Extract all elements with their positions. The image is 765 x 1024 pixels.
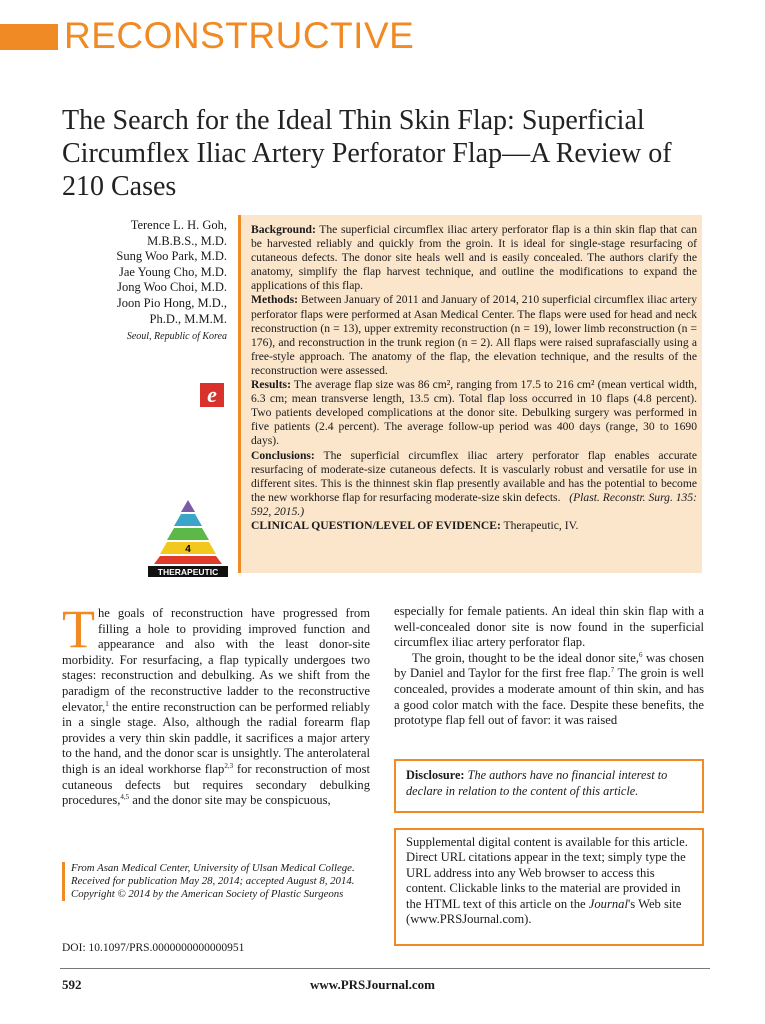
methods-label: Methods: bbox=[251, 293, 299, 307]
ref-link[interactable]: 1 bbox=[105, 699, 109, 708]
footer-divider bbox=[60, 968, 710, 969]
drop-cap: T bbox=[62, 599, 95, 659]
results-label: Results: bbox=[251, 378, 291, 392]
citation: (Plast. Reconstr. Surg. 135: 592, 2015.) bbox=[251, 490, 698, 518]
author-line: Sung Woo Park, M.D. bbox=[116, 249, 227, 264]
results-text: The average flap size was 86 cm², ranging from 17.5 to 216 cm² (mean vertical width, 6.3 cm; mean transverse length, 13.5 cm). Total flap loss occurred in 10 flaps (4.8 percent). Two patients developed complications at the donor site. Debulking surgery was performed in five patients (2.4 percent). The average follow-up period was 400 days (range, 30 to 1690 days). bbox=[251, 378, 697, 448]
footnote-received: Received for publication May 28, 2014; accepted August 8, 2014. bbox=[71, 875, 355, 887]
pyramid-level-3 bbox=[167, 528, 209, 540]
body-paragraph bbox=[394, 651, 704, 729]
e-content-icon[interactable]: e bbox=[200, 383, 224, 407]
footnote-from: From Asan Medical Center, University of Ulsan Medical College. bbox=[71, 862, 355, 874]
supplemental-box bbox=[394, 828, 704, 946]
body-text: the entire reconstruction can be performed reliably in a single stage. Also, although the radial forearm flap provides a very thin skin paddle, it sacrifices a major artery to the hand, and the donor scar is unsightly. The anterolateral thigh is an ideal workhorse flap bbox=[62, 699, 370, 776]
abstract-text bbox=[251, 223, 697, 533]
body-text: and the donor site may be conspicuous, bbox=[129, 793, 331, 808]
supplemental-link[interactable]: 's Web site (www.PRSJournal.com). bbox=[406, 896, 682, 927]
ref-link[interactable]: 6 bbox=[639, 650, 643, 659]
author-line: Joon Pio Hong, M.D., bbox=[116, 295, 227, 310]
ref-link[interactable]: 4,5 bbox=[120, 792, 130, 801]
clinical-text: Therapeutic, IV. bbox=[500, 518, 579, 532]
body-column-1 bbox=[62, 599, 370, 809]
section-header-bar bbox=[0, 24, 58, 50]
abstract-box bbox=[238, 215, 702, 573]
body-text: The groin is well concealed, provides a moderate amount of thin skin, and has a good color match with the face. Despite these benefits, the prototype flap fell out of favor: it was raised bbox=[394, 666, 704, 728]
footnote-copyright: Copyright © 2014 by the American Society of Plastic Surgeons bbox=[71, 888, 344, 900]
clinical-label: CLINICAL QUESTION/LEVEL OF EVIDENCE: bbox=[251, 518, 501, 532]
page-number: 592 bbox=[62, 977, 82, 992]
supplemental-text: Supplemental digital content is available for this article. Direct URL citations appear in the text; simply type the URL address into any Web browser to access this content. Clickable links to the material are provided in the HTML text of this article on the bbox=[406, 835, 688, 911]
journal-website-link[interactable]: www.PRSJournal.com bbox=[310, 977, 435, 992]
article-title: The Search for the Ideal Thin Skin Flap: Superficial Circumflex Iliac Artery Perforator Flap—A Review of 210 Cases bbox=[62, 105, 672, 202]
body-paragraph: especially for female patients. An ideal thin skin flap with a well-concealed donor site is now found in the superficial circumflex iliac artery perforator flap. bbox=[394, 604, 704, 650]
body-text: The groin, thought to be the ideal donor site, bbox=[412, 650, 640, 665]
author-line: Terence L. H. Goh, bbox=[130, 218, 227, 232]
author-line: Jae Young Cho, M.D. bbox=[118, 264, 227, 279]
evidence-pyramid-icon bbox=[148, 498, 228, 578]
author-line: M.B.B.S., M.D. bbox=[147, 233, 227, 248]
conclusions-label: Conclusions: bbox=[251, 448, 315, 462]
author-line: Ph.D., M.M.M. bbox=[149, 311, 227, 326]
evidence-label: THERAPEUTIC bbox=[157, 567, 219, 577]
body-text: for reconstruction of most cutaneous defects but requires secondary debulking procedures, bbox=[62, 761, 370, 808]
doi-link[interactable]: DOI: 10.1097/PRS.0000000000000951 bbox=[62, 942, 245, 954]
disclosure-box bbox=[394, 759, 704, 813]
background-text: The superficial circumflex iliac artery perforator flap is a thin skin flap that can be harvested reliably and quickly from the groin. It is ideal for single-stage resurfacing of cutaneous defects. The donor site heals well and is easily concealed. The authors clarify the anatomy, simplify the flap harvest technique, and outline the modifications to expand the applications of this flap. bbox=[251, 223, 697, 293]
background-label: Background: bbox=[251, 223, 316, 236]
section-header: RECONSTRUCTIVE bbox=[64, 15, 415, 56]
disclosure-label: Disclosure: bbox=[406, 768, 465, 782]
author-line: Jong Woo Choi, M.D. bbox=[117, 280, 227, 295]
body-column-2 bbox=[394, 604, 704, 729]
evidence-level-number: 4 bbox=[185, 544, 191, 555]
supplemental-journal: Journal bbox=[588, 896, 628, 911]
author-location: Seoul, Republic of Korea bbox=[126, 331, 227, 342]
body-text: he goals of reconstruction have progressed from filling a hole to providing improved function and appearance and also with the least donor-site morbidity. For resurfacing, a flap typically undergoes two stages: reconstruction and debulking. As we shift from the paradigm of the reconstructive ladder to the reconstructive elevator, bbox=[62, 606, 370, 714]
pyramid-level-2 bbox=[174, 514, 202, 526]
disclosure-text: The authors have no financial interest to declare in relation to the content of this article. bbox=[406, 768, 668, 798]
pyramid-level-5 bbox=[154, 556, 222, 564]
pyramid-level-1 bbox=[181, 500, 195, 512]
article-footnote bbox=[62, 862, 374, 901]
author-list bbox=[47, 218, 227, 327]
ref-link[interactable]: 7 bbox=[610, 666, 615, 675]
methods-text: Between January of 2011 and January of 2014, 210 superficial circumflex iliac artery perforator flaps were performed at Asan Medical Center. The flaps were used for head and neck reconstruction (n = 13), upper extremity reconstruction (n = 19), lower limb reconstruction (n = 176), and reconstruction in the trunk region (n = 2). All flaps were raised suprafascially using a free-style approach. The anatomy of the flap, the elevation technique, and the results of the reconstruction were assessed. bbox=[251, 293, 697, 377]
body-text: was chosen by Daniel and Taylor for the first free flap. bbox=[394, 650, 705, 681]
ref-link[interactable]: 2,3 bbox=[224, 761, 234, 770]
conclusions-text: The superficial circumflex iliac artery perforator flap enables accurate resurfacing of moderate-size cutaneous defects. It is vascularly robust and versatile for use in different sites. This is the thinnest skin flap presently available and has the potential to become the new workhorse flap for resurfacing moderate-size skin defects. bbox=[251, 448, 697, 504]
